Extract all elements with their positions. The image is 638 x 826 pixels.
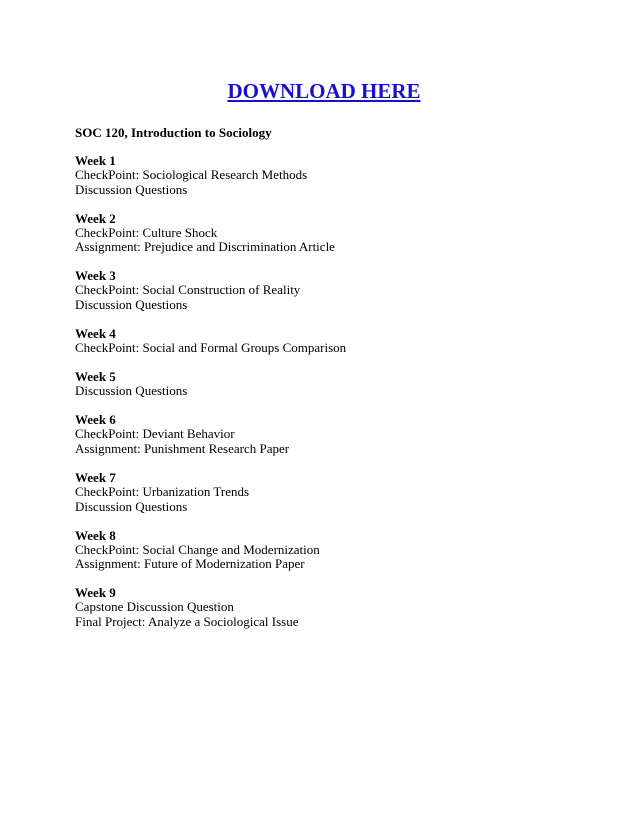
week-heading: Week 7 [75, 469, 116, 485]
week-section-9 [75, 585, 595, 629]
week-heading: Week 4 [75, 326, 116, 342]
week-section-2 [75, 211, 595, 255]
week-item: CheckPoint: Social Change and Modernization [75, 541, 320, 557]
week-item: CheckPoint: Sociological Research Methods [75, 167, 308, 182]
week-heading: Week 1 [75, 153, 116, 168]
week-heading: Week 6 [75, 412, 116, 428]
week-item: Discussion Questions [75, 296, 188, 312]
week-section-4 [75, 326, 595, 356]
week-item: Assignment: Prejudice and Discrimination Article [75, 239, 335, 255]
weeks-list [75, 153, 595, 643]
week-item: Final Project: Analyze a Sociological Issue [75, 613, 299, 629]
week-section-1 [75, 153, 595, 197]
week-section-6 [75, 412, 595, 456]
week-item: CheckPoint: Culture Shock [75, 224, 218, 240]
week-item: Capstone Discussion Question [75, 599, 234, 615]
course-title: SOC 120, Introduction to Sociology [75, 125, 272, 140]
week-item: Discussion Questions [75, 383, 188, 399]
week-heading: Week 9 [75, 585, 116, 601]
week-heading: Week 8 [75, 527, 116, 543]
week-item: Discussion Questions [75, 181, 188, 197]
week-section-8 [75, 528, 595, 572]
week-item: Assignment: Punishment Research Paper [75, 440, 290, 456]
week-item: CheckPoint: Social and Formal Groups Comparison [75, 340, 347, 356]
download-here-link[interactable]: DOWNLOAD HERE [227, 79, 421, 103]
week-item: CheckPoint: Urbanization Trends [75, 483, 250, 499]
week-section-5 [75, 369, 595, 399]
week-item: CheckPoint: Deviant Behavior [75, 426, 235, 442]
week-heading: Week 2 [75, 210, 116, 226]
week-item: CheckPoint: Social Construction of Reality [75, 282, 301, 298]
week-section-7 [75, 470, 595, 514]
week-heading: Week 5 [75, 369, 116, 385]
week-item: Assignment: Future of Modernization Paper [75, 556, 305, 572]
week-item: Discussion Questions [75, 498, 188, 514]
week-heading: Week 3 [75, 268, 116, 284]
week-section-3 [75, 268, 595, 312]
